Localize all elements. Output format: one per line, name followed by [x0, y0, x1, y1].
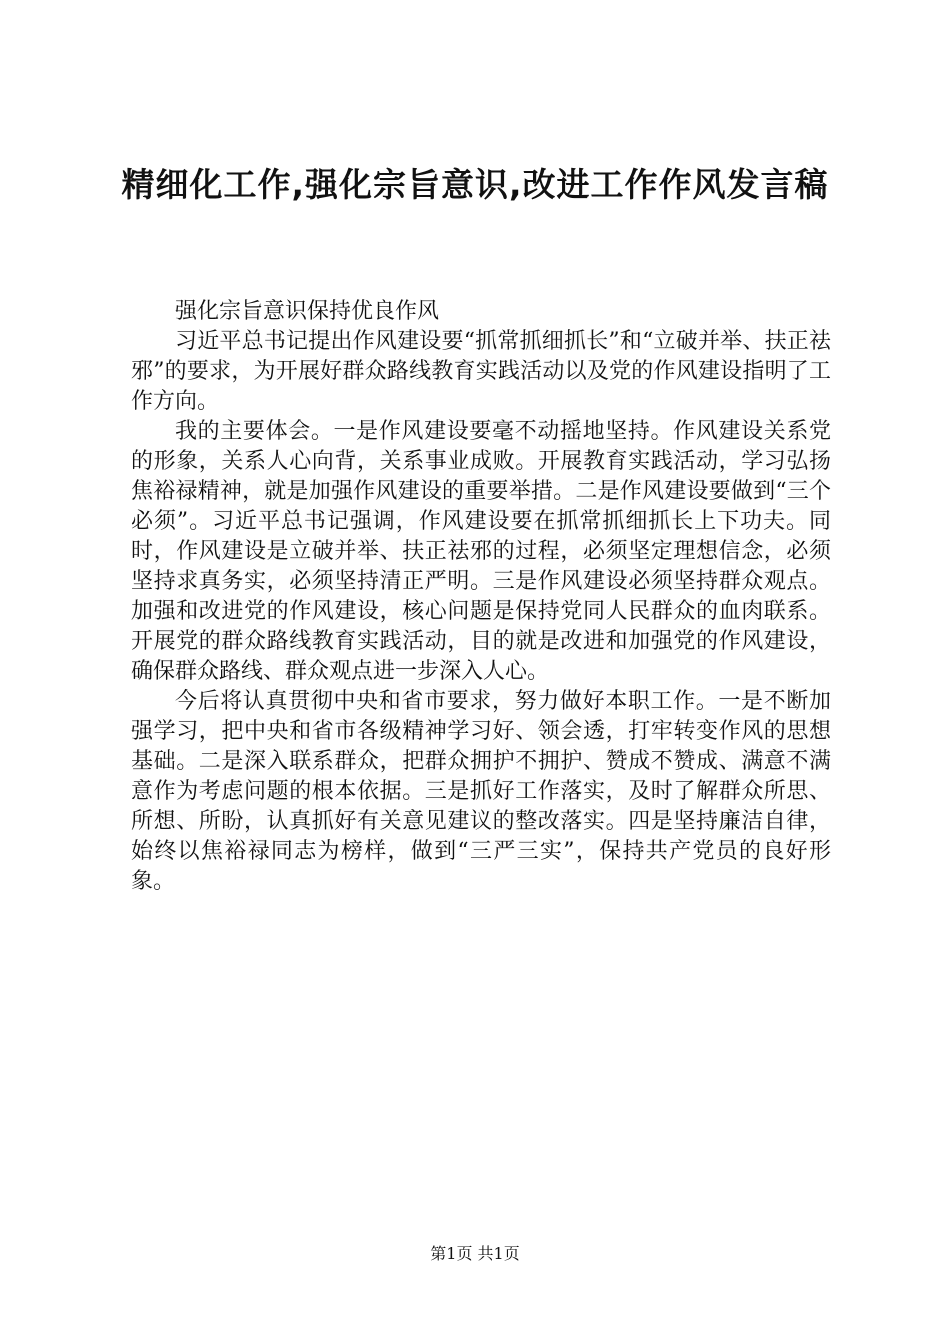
paragraph-plans: 今后将认真贯彻中央和省市要求，努力做好本职工作。一是不断加强学习，把中央和省市各级精神学习好、领会透，打牢转变作风的思想基础。二是深入联系群众，把群众拥护不拥护、赞成不赞成、满意不满意作为考虑问题的根本依据。三是抓好工作落实，及时了解群众所思、所想、所盼，认真抓好有关意见建议的整改落实。四是坚持廉洁自律，始终以焦裕禄同志为榜样，做到“三严三实”，保持共产党员的良好形象。: [131, 689, 831, 894]
page-footer: 第1页 共1页: [430, 1244, 520, 1263]
document-title: 精细化工作,强化宗旨意识,改进工作作风发言稿: [121, 165, 829, 204]
document-body: [131, 297, 831, 897]
paragraph-intro: 习近平总书记提出作风建设要“抓常抓细抓长”和“立破并举、扶正祛邪”的要求，为开展好群众路线教育实践活动以及党的作风建设指明了工作方向。: [131, 329, 831, 414]
paragraph-experience: 我的主要体会。一是作风建设要毫不动摇地坚持。作风建设关系党的形象，关系人心向背，关系事业成败。开展教育实践活动，学习弘扬焦裕禄精神，就是加强作风建设的重要举措。二是作风建设要做到“三个必须”。习近平总书记强调，作风建设要在抓常抓细抓长上下功夫。同时，作风建设是立破并举、扶正祛邪的过程，必须坚定理想信念，必须坚持求真务实，必须坚持清正严明。三是作风建设必须坚持群众观点。加强和改进党的作风建设，核心问题是保持党同人民群众的血肉联系。开展党的群众路线教育实践活动，目的就是改进和加强党的作风建设，确保群众路线、群众观点进一步深入人心。: [131, 419, 831, 684]
paragraph-subtitle: 强化宗旨意识保持优良作风: [175, 299, 440, 324]
